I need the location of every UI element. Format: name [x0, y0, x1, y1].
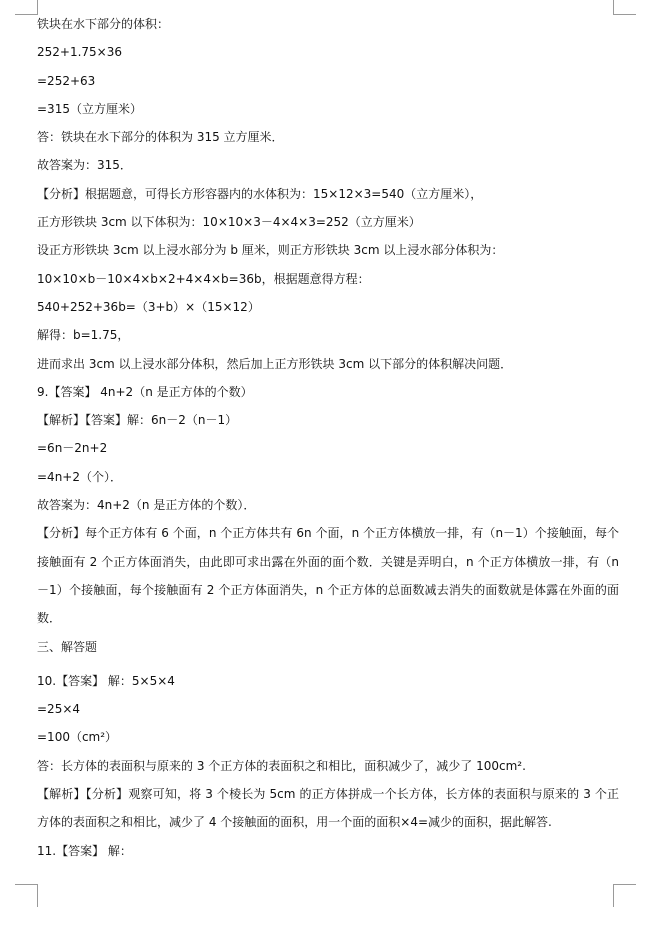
text-line: 铁块在水下部分的体积：: [37, 17, 170, 31]
analysis-paragraph: 【解析】【分析】观察可知，将 3 个棱长为 5cm 的正方体拼成一个长方体，长方体的表面积与原来的 3 个正方体的表面积之和相比，减少了 4 个接触面的面积，用一个面的面积×4=减少的面积，据此解答.: [37, 787, 619, 830]
text-line: 解得：b=1.75，: [37, 328, 130, 343]
text-line: 正方形铁块 3cm 以下体积为：10×10×3－4×4×3=252（立方厘米）: [37, 215, 421, 230]
text-line: 故答案为：315．: [37, 158, 132, 173]
text-line: =315（立方厘米）: [37, 101, 142, 116]
text-line: 设正方形铁块 3cm 以上浸水部分为 b 厘米，则正方形铁块 3cm 以上浸水部分体积为：: [37, 243, 504, 258]
text-line: =252+63: [37, 73, 96, 88]
question-answer-heading: 11.【答案】 解：: [37, 843, 132, 858]
analysis-paragraph: 【分析】每个正方体有 6 个面，n 个正方体共有 6n 个面，n 个正方体横放一排，有（n－1）个接触面，每个接触面有 2 个正方体面消失，由此即可求出露在外面的面个数．关键是弄明白，n 个正方体横放一排，有（n－1）个接触面，每个接触面有 2 个正方体面消失，n 个正方体的总面数减去消失的面数就是体露在外面的面数．: [37, 526, 619, 626]
analysis-line: 【分析】根据题意，可得长方形容器内的水体积为：15×12×3=540（立方厘米），: [37, 186, 483, 201]
text-line: 540+252+36b=（3+b）×（15×12）: [37, 299, 260, 314]
question-answer-heading: 10.【答案】 解：5×5×4: [37, 673, 175, 688]
crop-mark-bottom-right: [613, 884, 636, 907]
answer-line: 答：长方体的表面积与原来的 3 个正方体的表面积之和相比，面积减少了，减少了 100cm².: [37, 758, 526, 773]
text-line: 【解析】【答案】解：6n－2（n－1）: [37, 413, 238, 428]
document-body: [37, 10, 619, 865]
crop-mark-bottom-left: [15, 884, 38, 907]
text-line: 进而求出 3cm 以上浸水部分体积，然后加上正方形铁块 3cm 以下部分的体积解决问题．: [37, 356, 513, 371]
section-heading: 三、解答题: [37, 639, 98, 654]
text-line: 252+1.75×36: [37, 45, 123, 60]
text-line: =4n+2（个）．: [37, 469, 122, 484]
question-answer-heading: 9.【答案】 4n+2（n 是正方体的个数）: [37, 384, 253, 399]
text-line: =6n－2n+2: [37, 441, 108, 456]
text-line: 故答案为：4n+2（n 是正方体的个数）．: [37, 498, 256, 513]
crop-mark-top-left: [15, 0, 38, 15]
text-line: =100（cm²）: [37, 730, 118, 745]
text-line: =25×4: [37, 702, 81, 717]
text-line: 10×10×b－10×4×b×2+4×4×b=36b，根据题意得方程：: [37, 271, 370, 286]
answer-line: 答：铁块在水下部分的体积为 315 立方厘米．: [37, 130, 284, 145]
